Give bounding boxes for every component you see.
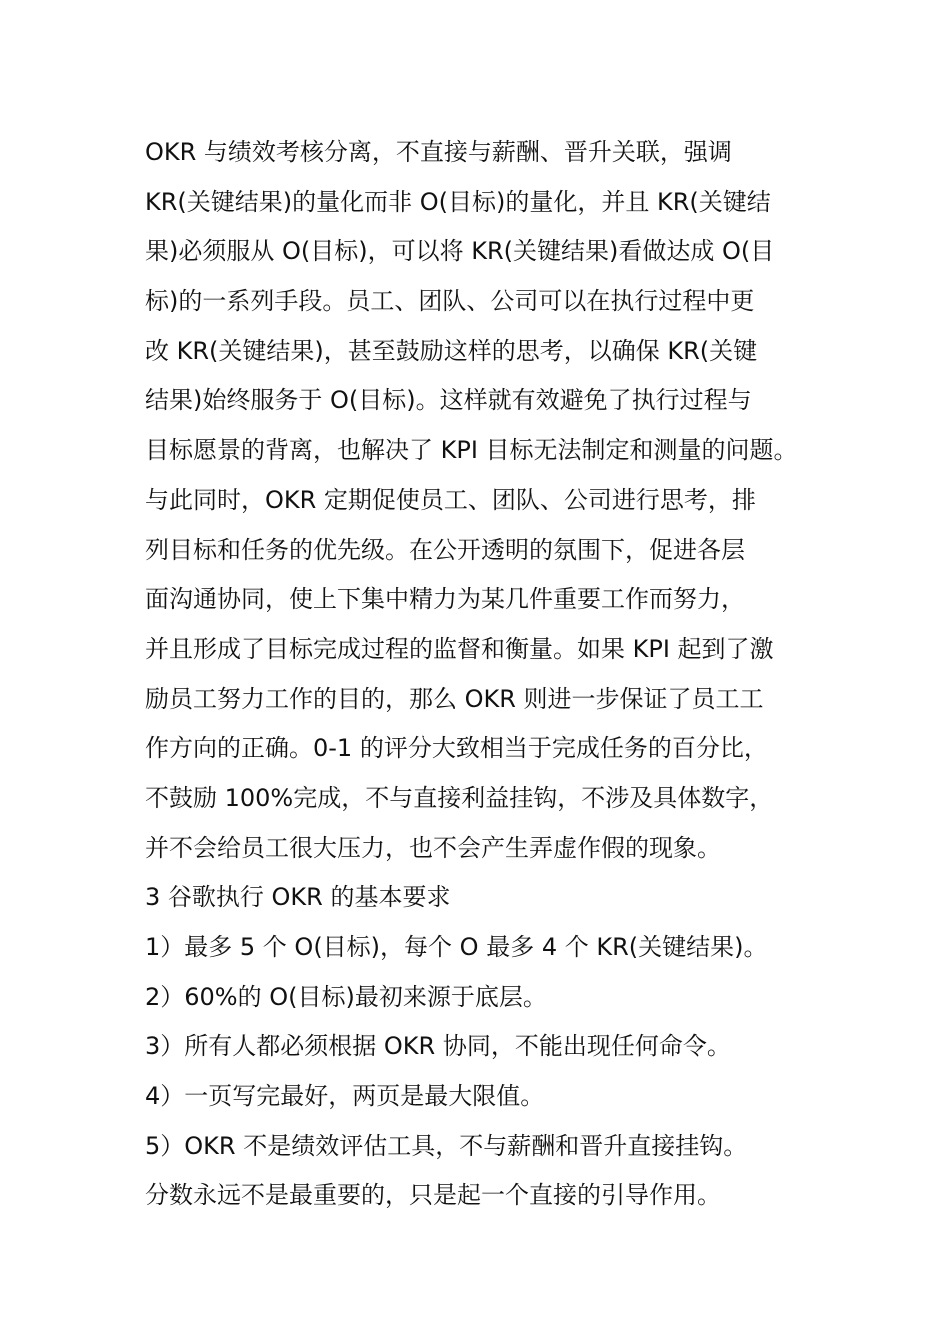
list-item: 5）OKR 不是绩效评估工具，不与薪酬和晋升直接挂钩。 <box>145 1131 748 1160</box>
list-item: 2）60%的 O(目标)最初来源于底层。 <box>145 982 547 1011</box>
text-line: 目标愿景的背离，也解决了 KPI 目标无法制定和测量的问题。 <box>145 436 798 465</box>
text-line: 励员工努力工作的目的，那么 OKR 则进一步保证了员工工 <box>145 684 764 713</box>
text-line: 改 KR(关键结果)，甚至鼓励这样的思考，以确保 KR(关键 <box>145 336 758 365</box>
text-line: 结果)始终服务于 O(目标)。这样就有效避免了执行过程与 <box>145 386 752 415</box>
list-item: 1）最多 5 个 O(目标)，每个 O 最多 4 个 KR(关键结果)。 <box>145 933 768 961</box>
body-text <box>145 128 845 1221</box>
text-line: 果)必须服从 O(目标)，可以将 KR(关键结果)看做达成 O(目 <box>145 237 775 266</box>
text-line: 与此同时，OKR 定期促使员工、团队、公司进行思考，排 <box>145 485 756 514</box>
list-item: 4）一页写完最好，两页是最大限值。 <box>145 1082 545 1111</box>
list-item: 3）所有人都必须根据 OKR 协同，不能出现任何命令。 <box>145 1032 731 1061</box>
text-line: KR(关键结果)的量化而非 O(目标)的量化，并且 KR(关键结 <box>145 187 771 216</box>
section-heading: 3 谷歌执行 OKR 的基本要求 <box>145 883 451 912</box>
text-line: 标)的一系列手段。员工、团队、公司可以在执行过程中更 <box>145 287 755 316</box>
text-line: 面沟通协同，使上下集中精力为某几件重要工作而努力， <box>145 585 745 614</box>
text-line: 不鼓励 100%完成，不与直接利益挂钩，不涉及具体数字， <box>145 783 774 812</box>
text-line: OKR 与绩效考核分离，不直接与薪酬、晋升关联，强调 <box>145 138 732 166</box>
text-line: 列目标和任务的优先级。在公开透明的氛围下，促进各层 <box>145 535 745 564</box>
text-line: 并不会给员工很大压力，也不会产生弄虚作假的现象。 <box>145 833 721 862</box>
text-line: 作方向的正确。0-1 的评分大致相当于完成任务的百分比， <box>145 734 768 763</box>
text-line: 并且形成了目标完成过程的监督和衡量。如果 KPI 起到了激 <box>145 634 774 663</box>
text-line: 分数永远不是最重要的，只是起一个直接的引导作用。 <box>145 1181 721 1210</box>
